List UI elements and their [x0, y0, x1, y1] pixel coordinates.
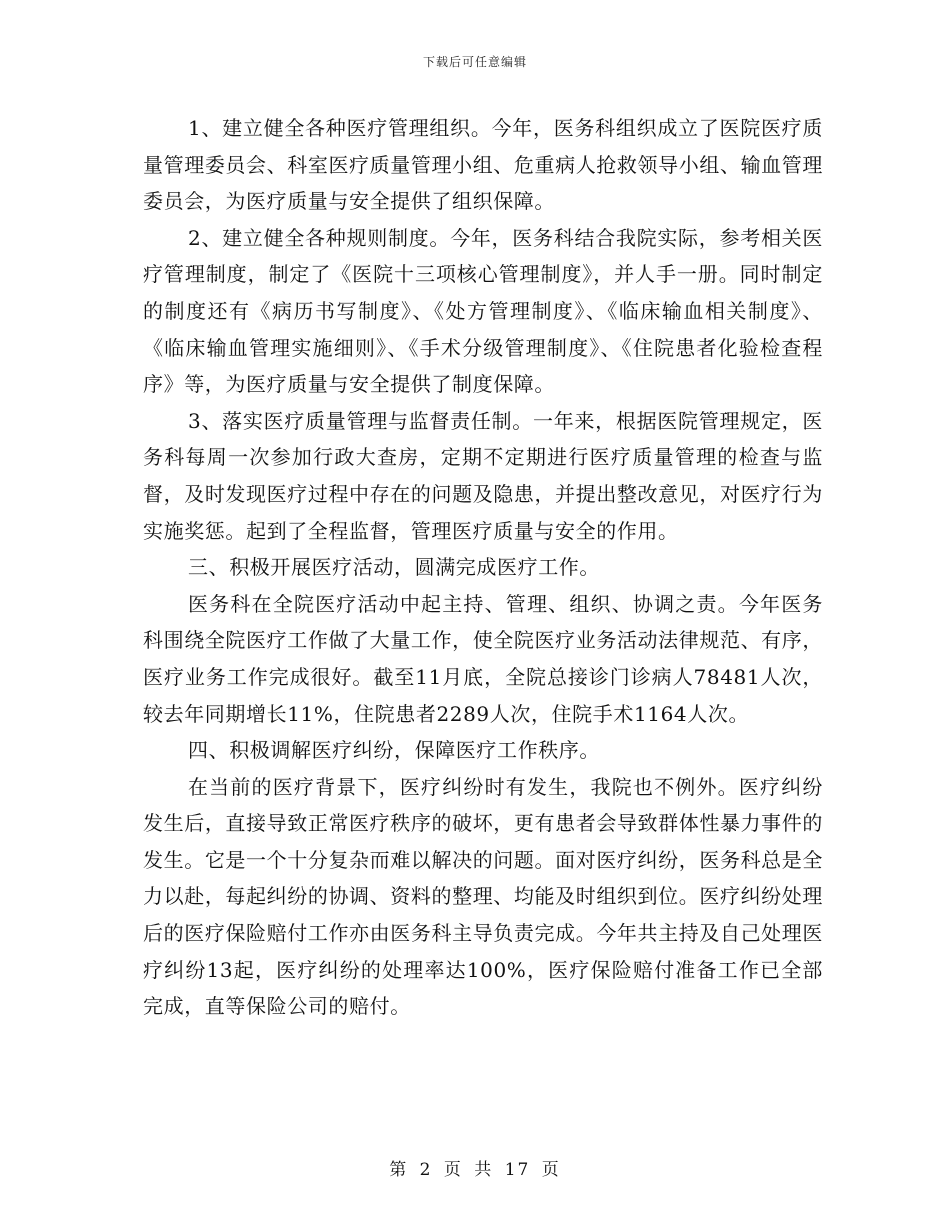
footer-total-unit: 页: [541, 1160, 561, 1180]
section-heading-four: 四、积极调解医疗纠纷，保障医疗工作秩序。: [188, 738, 600, 763]
footer-total-word: 共: [474, 1160, 494, 1180]
paragraph-organization: 1、建立健全各种医疗管理组织。今年，医务科组织成立了医院医疗质量管理委员会、科室医疗质量管理小组、危重病人抢救领导小组、输血管理委员会，为医疗质量与安全提供了组织保障。: [143, 116, 823, 214]
footer-page-unit: 页: [443, 1160, 463, 1180]
footer-current-page: 2: [419, 1160, 433, 1180]
paragraph-supervision: 3、落实医疗质量管理与监督责任制。一年来，根据医院管理规定，医务科每周一次参加行政大查房，定期不定期进行医疗质量管理的检查与监督，及时发现医疗过程中存在的问题及隐患，并提出整改意见，对医疗行为实施奖惩。起到了全程监督，管理医疗质量与安全的作用。: [143, 408, 823, 543]
paragraph-disputes: 在当前的医疗背景下，医疗纠纷时有发生，我院也不例外。医疗纠纷发生后，直接导致正常医疗秩序的破坏，更有患者会导致群体性暴力事件的发生。它是一个十分复杂而难以解决的问题。面对医疗纠纷，医务科总是全力以赴，每起纠纷的协调、资料的整理、均能及时组织到位。医疗纠纷处理后的医疗保险赔付工作亦由医务科主导负责完成。今年共主持及自己处理医疗纠纷13起，医疗纠纷的处理率达100%，医疗保险赔付准备工作已全部完成，直等保险公司的赔付。: [143, 774, 823, 1019]
paragraph-rules: 2、建立健全各种规则制度。今年，医务科结合我院实际，参考相关医疗管理制度，制定了《医院十三项核心管理制度》，并人手一册。同时制定的制度还有《病历书写制度》、《处方管理制度》、《临床输血相关制度》、《临床输血管理实施细则》、《手术分级管理制度》、《住院患者化验检查程序》等，为医疗质量与安全提供了制度保障。: [143, 225, 823, 397]
footer-total-pages: 17: [504, 1160, 531, 1180]
page-header-note: 下载后可任意编辑: [422, 55, 527, 69]
footer-prefix: 第: [389, 1160, 409, 1180]
section-heading-three: 三、积极开展医疗活动，圆满完成医疗工作。: [188, 555, 600, 580]
document-body: [143, 110, 823, 1025]
paragraph-activities: 医务科在全院医疗活动中起主持、管理、组织、协调之责。今年医务科围绕全院医疗工作做了大量工作，使全院医疗业务活动法律规范、有序，医疗业务工作完成很好。截至11月底，全院总接诊门诊病人78481人次，较去年同期增长11%，住院患者2289人次，住院手术1164人次。: [143, 591, 823, 726]
page-footer: [0, 1155, 950, 1180]
